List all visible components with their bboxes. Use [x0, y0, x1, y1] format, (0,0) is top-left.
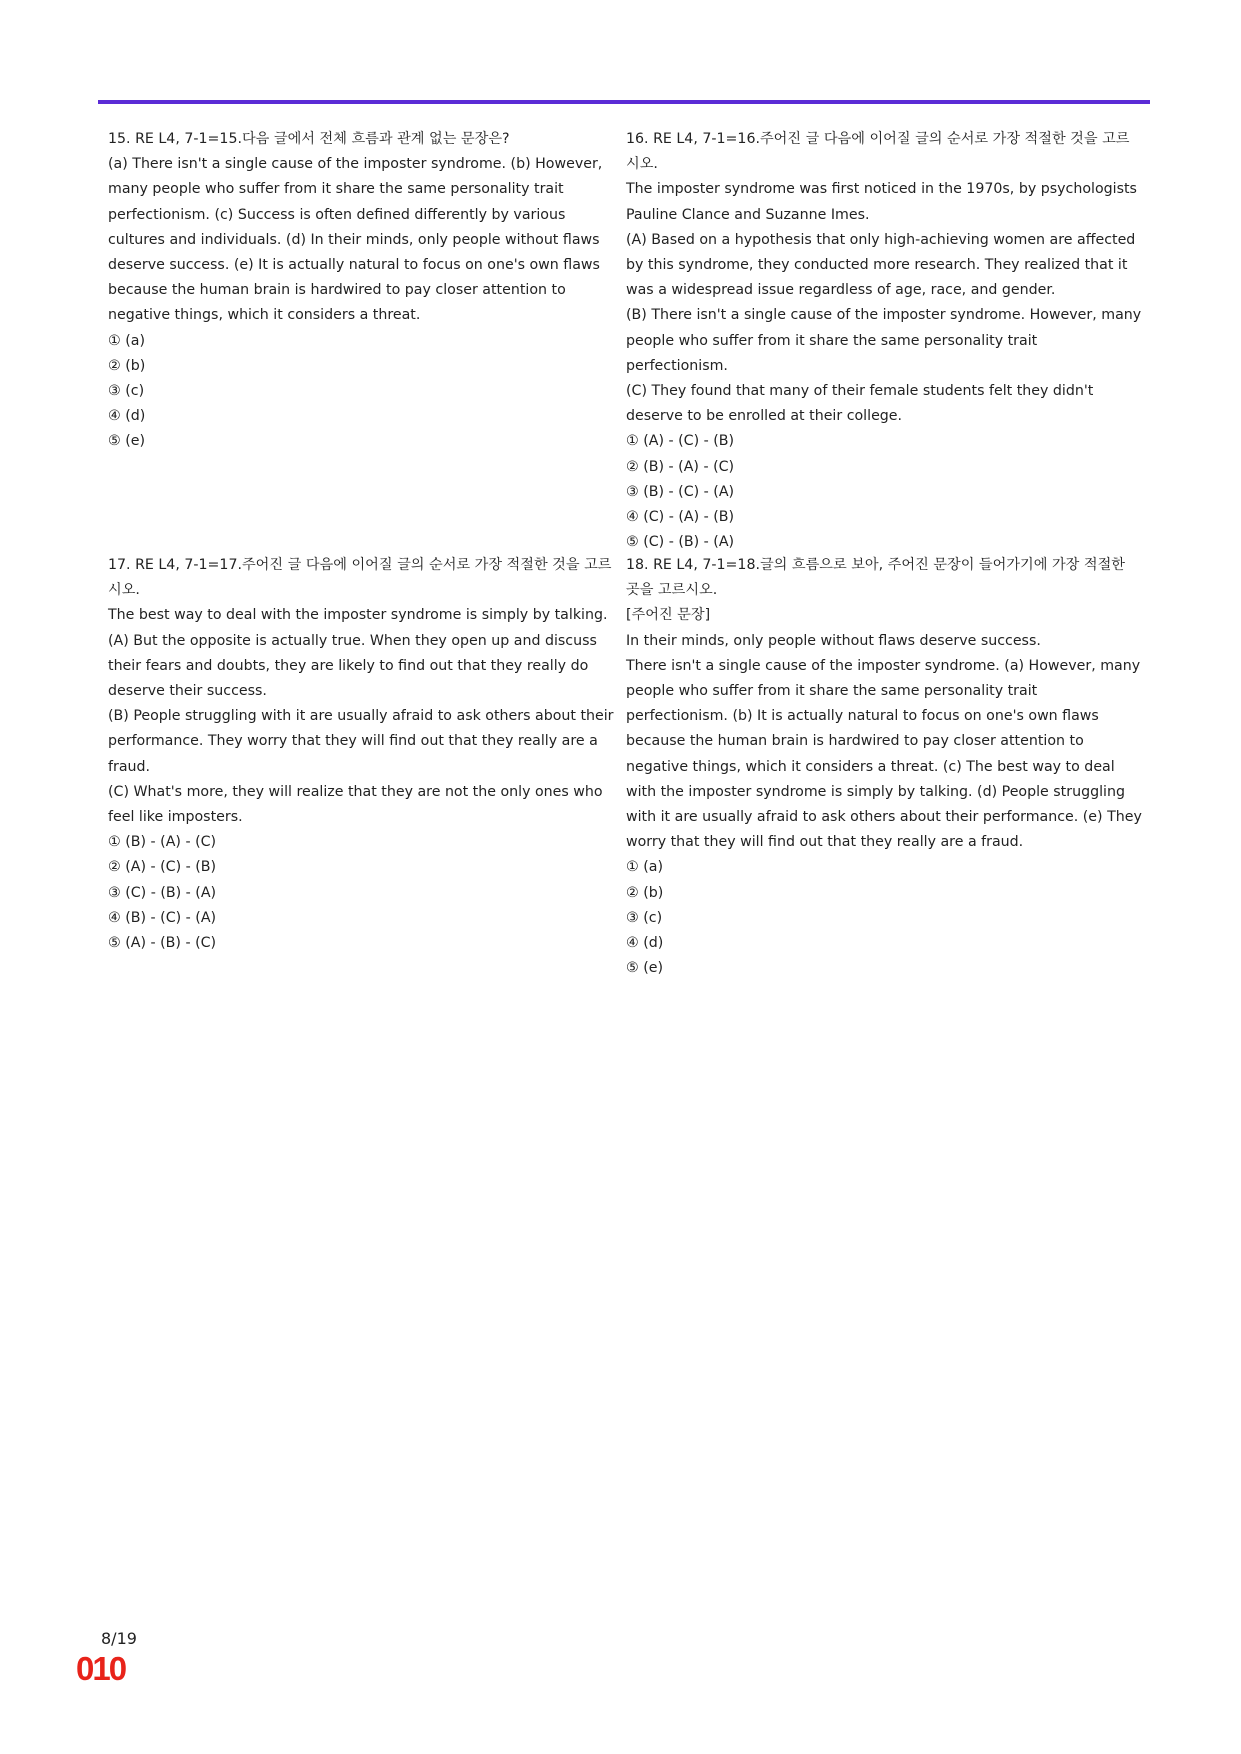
question-passage: The imposter syndrome was first noticed in the 1970s, by psychologists Pauline Clance and Suzanne Imes. [626, 181, 1137, 223]
choice-2[interactable]: ② (B) - (A) - (C) [626, 458, 735, 475]
choice-2[interactable]: ② (b) [108, 357, 146, 374]
choice-3[interactable]: ③ (c) [108, 383, 145, 400]
choice-4[interactable]: ④ (C) - (A) - (B) [626, 509, 735, 526]
given-sentence: In their minds, only people without flaws deserve success. [626, 632, 1041, 649]
choice-3[interactable]: ③ (c) [626, 909, 663, 926]
question-header: 15. RE L4, 7-1=15.다음 글에서 전체 흐름과 관계 없는 문장은? [108, 131, 510, 147]
question-16 [626, 127, 1142, 555]
choice-1[interactable]: ① (A) - (C) - (B) [626, 433, 735, 450]
page-number: 8/19 [101, 1629, 137, 1648]
passage-part-a: (A) But the opposite is actually true. When they open up and discuss their fears and doubts, they are likely to find out that they really do deserve their success. [108, 632, 597, 700]
choice-4[interactable]: ④ (d) [626, 935, 664, 952]
passage-part-b: (B) There isn't a single cause of the imposter syndrome. However, many people who suffer from it share the same personality trait perfectionism. [626, 307, 1142, 374]
choice-2[interactable]: ② (A) - (C) - (B) [108, 859, 217, 876]
choice-5[interactable]: ⑤ (e) [626, 960, 664, 977]
brand-logo: 010 [76, 1650, 126, 1687]
choice-5[interactable]: ⑤ (e) [108, 433, 146, 450]
question-15 [108, 127, 616, 455]
question-header: 16. RE L4, 7-1=16.주어진 글 다음에 이어질 글의 순서로 가장 적절한 것을 고르시오. [626, 131, 1130, 173]
choice-list [108, 830, 616, 956]
question-header: 18. RE L4, 7-1=18.글의 흐름으로 보아, 주어진 문장이 들어가기에 가장 적절한 곳을 고르시오. [626, 557, 1125, 599]
passage-part-b: (B) People struggling with it are usually afraid to ask others about their performance. They worry that they will find out that they really are a fraud. [108, 708, 614, 775]
question-passage: There isn't a single cause of the imposter syndrome. (a) However, many people who suffer from it share the same personality trait perfectionism. (b) It is actually natural to focus on one's own flaws because the human brain is hardwired to pay closer attention to negative things, which it considers a threat. (c) The best way to deal with the imposter syndrome is simply by talking. (d) People struggling with it are usually afraid to ask others about their performance. (e) They worry that they will find out that they really are a fraud. [626, 657, 1142, 851]
choice-2[interactable]: ② (b) [626, 884, 664, 901]
choice-3[interactable]: ③ (B) - (C) - (A) [626, 483, 735, 500]
question-passage: (a) There isn't a single cause of the imposter syndrome. (b) However, many people who suffer from it share the same personality trait perfectionism. (c) Success is often defined differently by various cultures and individuals. (d) In their minds, only people without flaws deserve success. (e) It is actually natural to focus on one's own flaws because the human brain is hardwired to pay closer attention to negative things, which it considers a threat. [108, 156, 603, 324]
choice-4[interactable]: ④ (d) [108, 408, 146, 425]
choice-4[interactable]: ④ (B) - (C) - (A) [108, 909, 217, 926]
choice-list [626, 855, 1142, 981]
passage-part-c: (C) They found that many of their female students felt they didn't deserve to be enrolled at their college. [626, 383, 1094, 425]
choice-5[interactable]: ⑤ (A) - (B) - (C) [108, 935, 217, 952]
choice-1[interactable]: ① (B) - (A) - (C) [108, 834, 217, 851]
passage-part-c: (C) What's more, they will realize that they are not the only ones who feel like imposters. [108, 783, 603, 826]
question-header: 17. RE L4, 7-1=17.주어진 글 다음에 이어질 글의 순서로 가장 적절한 것을 고르시오. [108, 557, 612, 599]
choice-1[interactable]: ① (a) [108, 332, 145, 349]
question-18 [626, 553, 1142, 981]
question-17 [108, 553, 616, 956]
question-passage: The best way to deal with the imposter syndrome is simply by talking. [108, 607, 608, 624]
choice-1[interactable]: ① (a) [626, 859, 663, 876]
choice-list [108, 329, 616, 455]
given-sentence-label: [주어진 문장] [626, 607, 711, 624]
choice-3[interactable]: ③ (C) - (B) - (A) [108, 884, 217, 901]
choice-list [626, 429, 1142, 555]
passage-part-a: (A) Based on a hypothesis that only high-achieving women are affected by this syndrome, they conducted more research. They realized that it was a widespread issue regardless of age, race, and gender. [626, 231, 1136, 299]
choice-5[interactable]: ⑤ (C) - (B) - (A) [626, 534, 735, 551]
top-divider [98, 100, 1150, 104]
